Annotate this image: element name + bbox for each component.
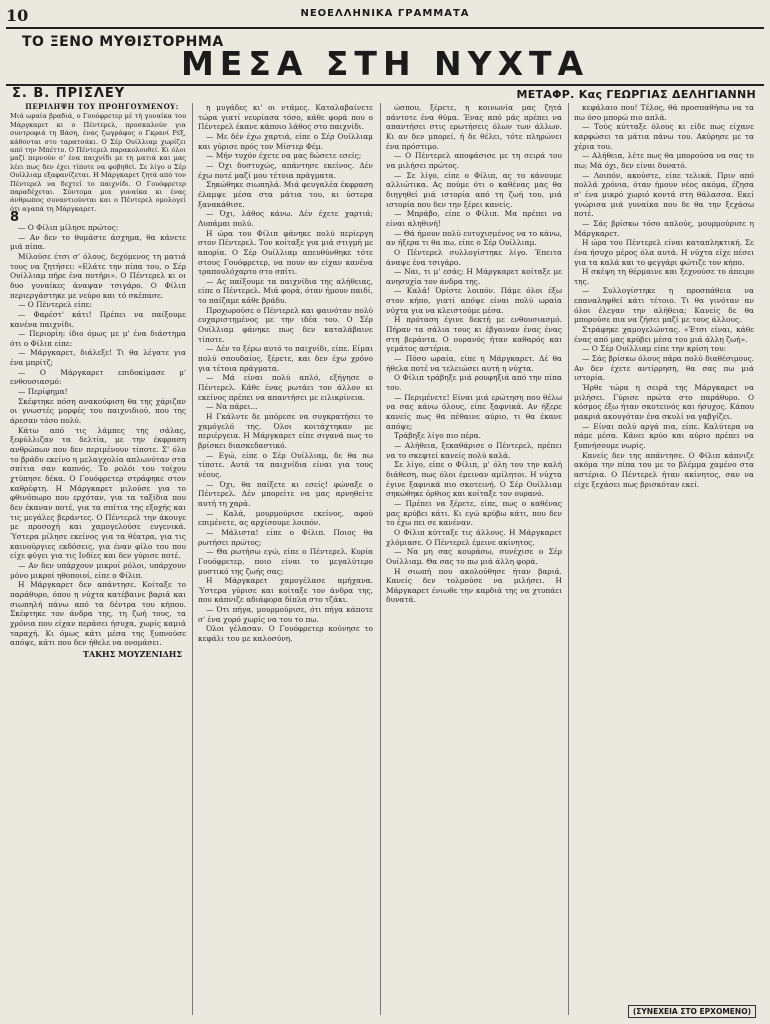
column-1-body <box>10 223 186 648</box>
novel-title: ΜΕΣΑ ΣΤΗ ΝΥΧΤΑ <box>180 44 590 83</box>
column-4 <box>574 103 754 993</box>
paragraph: Η ώρα του Φίλιπ φάνηκε πολύ περίεργη στον Πέντερελ. Τον κοίταξε για μιά στιγμή με απορία. Ο Σέρ Ουίλλιαμ απευθύνθηκε τότε στους Γουόφρετερ, να πουν αν είχαν κανένα τραπουλόχαρτο στο σπίτι. <box>198 228 373 277</box>
paragraph: Μίλούσε έτσι σ' όλους, δεχόμενος τη ματιά τους να ζητήσει: «Ελάτε την πίπα του, ο Σέρ Ουίλλιαμ πήρε ένα ποτήρι». Ο Πέντερελ κι οι δυο γυναίκες άναψαν τσιγάρο. Ο Φίλιπ περιεργάστηκε με νεύρο και τό σκέπασε. <box>10 251 186 300</box>
synopsis-heading: ΠΕΡΙΛΗΨΗ ΤΟΥ ΠΡΟΗΓΟΥΜΕΝΟΥ: <box>25 103 179 111</box>
paragraph: — Θά ήμουν πολύ ευτυχισμένος να το κάνω, αν ήξερα τι θα πω, είπε ο Σέρ Ουίλλιαμ. <box>386 228 562 248</box>
paragraph: Η Μάργκαρετ δεν απάντησε. Κοίταξε το παράθυρο, όπου η νύχτα κατέβαινε βαριά και σιωπηλή πάνω από τα δέντρα του κήπου. Σκέφτηκε τον άνδρα της, τη ζωή τους, τα χρόνια που είχαν περάσει ήσυχα, χωρίς καμιά ταραχή. Κι όμως κάτι μέσα της ξυπνούσε απόψε, κάτι που δεν ήθελε να ονομάσει. <box>10 580 186 648</box>
paragraph: — Δέν το ξέρω αυτό το παιχνίδι, είπε. Είμαι πολύ σπουδαίος, ξέρετε, και δεν έχω χρόνο για τέτοια πράγματα. <box>198 344 373 373</box>
column-2 <box>198 103 373 1017</box>
paragraph: — Πρέπει να ξέρετε, είπε, πως ο καθένας μας κρύβει κάτι. Κι εγώ κρύβω κάτι, που δεν το έχω πει σε κανέναν. <box>386 498 562 528</box>
paragraph: — Με δέν έχω χαρτιά, είπε ο Σέρ Ουίλλιαμ και γύρισε πρός τον Μίστερ Φέμ. <box>198 131 373 151</box>
paragraph: — Ότι πήγα, μουρμούρισε, ότι πήγα κάποτε σ' ένα χορό χωρίς να του το πω. <box>198 605 373 624</box>
paragraph: — Λοιπόν, ακούστε, είπε τελικά. Πριν από πολλά χρόνια, όταν ήμουν νέος ακόμα, έζησα σ' ένα μικρό χωριό κοντά στη θάλασσα. Εκεί γνώρισα μιά γυναίκα που δε θα την ξεχάσω ποτέ. <box>574 170 754 219</box>
column-2-body <box>198 103 373 644</box>
paragraph: — Μά είναι πολύ απλό, εξήγησε ο Πέντερελ. Κάθε ένας ρωτάει τον άλλον κι εκείνος πρέπει να απαντήσει με ειλικρίνεια. <box>198 373 373 402</box>
translator-credit <box>516 88 756 101</box>
paragraph: Η Μάργκαρετ χαμογέλασε αμήχανα. Ύστερα γύρισε και κοίταξε τον άνδρα της, που κάπνιζε αδιάφορα δίπλα στο τζάκι. <box>198 576 373 605</box>
paragraph: — Αλήθεια, ξεκαθάρισε ο Πέντερελ, πρέπει να το σκεφτεί κανείς πολύ καλά. <box>386 440 562 460</box>
paragraph: Σε λίγο, είπε ο Φίλιπ, μ' όλη του την καλή διάθεση, πως όλοι έμειναν αμίλητοι. Η νύχτα έγινε ξαφνικά πιο σκοτεινή. Ο Σέρ Ουίλλιαμ σηκώθηκε όρθιος και κοίταξε τον ουρανό. <box>386 460 562 499</box>
paragraph: κεφάλαιο που! Τέλος, θά προσπαθήσω να τα πω όσο μπορώ πιο απλά. <box>574 103 754 122</box>
paragraph: — Όχι δυστυχώς, απάντησε εκείνος. Δέν έχω ποτέ μαζί μου τέτοια πράγματα. <box>198 160 373 180</box>
paragraph: Η σκέψη τη θέρμαινε και ξεχνούσε το άπειρο της. <box>574 267 754 286</box>
paragraph: Η σιωπή που ακολούθησε ήταν βαριά. Κανείς δεν τολμούσε να μιλήσει. Η Μάργκαρετ ένιωθε την καρδιά της να χτυπάει δυνατά. <box>386 566 562 605</box>
translator-name: ας ΓΕΩΡΓΙΑΣ ΔΕΛΗΓΙΑΝΝΗ <box>587 88 756 101</box>
paragraph: — Σάς βρίσκω όλους πάρα πολύ διαθέσιμους. Αν δεν έχετε αντίρρηση, θα σας πω μιά ιστορία. <box>574 354 754 383</box>
paragraph: — Μάργκαρετ, διάλεξε! Τι θα λέγατε για ένα μπρίτζ; <box>10 348 186 368</box>
paragraph: — Θα ρωτήσω εγώ, είπε ο Πέντερελ. Κυρία Γουόφρετερ, ποιο είναι το μεγαλύτερο μυστικό της ζωής σας; <box>198 547 373 576</box>
page-number: 10 <box>6 6 29 25</box>
author-name: Σ. Β. ΠΡΙΣΛΕΥ <box>12 86 126 101</box>
paragraph: Ο Φίλιπ κύτταξε τις άλλους. Η Μάργκαρετ χλόμιασε. Ο Πέντερελ έμεινε ακίνητος. <box>386 527 562 547</box>
paragraph: Η Γκάλντε δε μπόρεσε να συγκρατήσει το χαμόγελό της. Όλοι κοιτάχτηκαν με περιέργεια. Η Μάργκαρετ είπε σιγανά πως το βρίσκει διασκεδαστικό. <box>198 412 373 450</box>
paragraph: Ήρθε τώρα η σειρά της Μάργκαρετ να μιλήσει. Γύρισε πρώτα στο παράθυρο. Ο κόσμος έξω ήταν σκοτεινός και ήσυχος. Κάπου μακριά ακουγόταν ένα σκυλί να γαβγίζει. <box>574 383 754 421</box>
paragraph: — Ο Μάργκαρετ επιδοκίμασε μ' ενθουσιασμό: <box>10 367 186 387</box>
paragraph: — Καλά, μουρμούρισε εκείνος, αφού επιμένετε, ας αρχίσουμε λοιπόν. <box>198 508 373 528</box>
synopsis <box>10 103 186 213</box>
paragraph: — Καλά! Όρίστε λοιπόν. Πάμε όλοι έξω στον κήπο, γιατί απόψε είναι πολύ ωραία νύχτα για να κλειστούμε μέσα. <box>386 286 562 315</box>
paragraph: Προχωρούσε ο Πέντερελ και φαινόταν πολύ ευχαριστημένος με την ιδέα του. Ο Σέρ Ουίλλιαμ φάνηκε πως δεν καταλάβαινε τίποτε. <box>198 305 373 344</box>
paragraph: — Μάλιστα! είπε ο Φίλιπ. Ποιος θα ρωτήσει πρώτος; <box>198 527 373 547</box>
paragraph: — Σάς βρίσκω τόσο απλούς, μουρμούρισε η Μάργκαρετ. <box>574 218 754 238</box>
paragraph: Τράβηξε λίγο πιο πέρα. <box>394 431 481 441</box>
paragraph: — Όχι, θα παίξετε κι εσείς! φώναξε ο Πέντερελ. Δέν μπορείτε να μας αρνηθείτε αυτή τη χαρά. <box>198 479 373 508</box>
paragraph: — Εγώ, είπε ο Σέρ Ουίλλιαμ, δε θα πω τίποτε. Αυτά τα παιχνίδια είναι για τους νέους. <box>198 450 373 479</box>
continued-note: (ΣΥΝΕΧΕΙΑ ΣΤΟ ΕΡΧΟΜΕΝΟ) <box>628 1005 756 1018</box>
page-header <box>0 0 770 26</box>
paragraph: Ο Φίλιπ τράβηξε μιά ρουφηξιά από την πίπα του. <box>386 373 562 393</box>
synopsis-text: Μιά ωραία βραδιά, ο Γουόφρετερ μέ τή γυναίκα του Μάργκαρετ κι ο Πέντερελ, προσκαλούν για συντροφιά τη Βάση, ένας ζωγράφος ο Γκρανί Ρέξ, κάθονται στο ταρατσάκι. Ο Σέρ Ουίλλιαμ χωρίζει από την Μπέττυ. Ο Πέντερελ παρακολουθεί. Κι όλοι μαζί περνούν σ' ένα παιχνίδι με τη ματιά και μας λέει πως δεν έχει τίποτε να φοβηθεί. Σε λίγο ο Σέρ Ουίλλιαμ εξαφανίζεται. Η Μάργκαρετ ζητά από τον Πέντερελ να δεχτεί το παιχνίδι. Ο Γουόφρετερ παραδέχεται. Σύντομα μια γυναίκα κι ένας άνθρωπος συναντιούνται και ο Πέντερελ ομολογεί ότι αγαπά τη Μάργκαρετ. <box>10 112 186 213</box>
paragraph: — Ο Φίλιπ μίλησε πρώτος: <box>18 222 119 232</box>
section-label: ΤΟ ΞΕΝΟ ΜΥΘΙΣΤΟΡΗΜΑ <box>22 34 224 50</box>
paragraph: Σηκώθηκε σιωπηλά. Μιά φευγαλέα έκφραση έλαμψε μέσα στα μάτια του, κι ύστερα ξανακάθισε. <box>198 180 373 209</box>
paragraph: — Όχι, λάθος κάνω. Δέν έχετε χαρτιά; Λυπάμαι πολύ. <box>198 209 373 228</box>
column-1 <box>10 103 186 1017</box>
paragraph: Ο Πέντερελ συλλογίστηκε λίγο. Έπειτα άναψε ένα τσιγάρο. <box>386 247 562 267</box>
paragraph: — Να μη σας κουράσω, συνέχισε ο Σέρ Ουίλλιαμ. Θα σας το πω μιά άλλη φορά. <box>386 547 562 566</box>
paragraph: — Φαρέστ' κάτι! Πρέπει να παίξουμε κανένα παιχνίδι. <box>10 309 186 329</box>
paragraph: — Τούς κύτταξε όλους κι είδε πως είχανε καρφώσει τα μάτια πάνω του. Ακύρησε με τα χέρια του. <box>574 122 754 151</box>
paragraph: — Να πάρει... <box>206 402 258 412</box>
header-rule <box>6 27 764 29</box>
paragraph: — Αλήθεια, λέτε πως θα μπορούσα να σας το πω; Μά όχι, δεν είναι δυνατό. <box>574 151 754 170</box>
paragraph: η μυγάδες κι' οι ντάμες. Καταλαβαίνετε τώρα γιατί νευρίασα τόσο, κάθε φορά που ο Πέντερελ έκανε κάποιο λάθος στο παιχνίδι. <box>198 103 373 132</box>
paragraph: — Συλλογίστηκε η προσπάθεια να επαναληφθεί κάτι τέτοιο. Τι θα γινόταν αν όλοι έλεγαν την αλήθεια; Κανείς δε θα μπορούσε πια να ζήσει μαζί με τους άλλους. <box>574 286 754 325</box>
paragraph: — Σε λίγο, είπε ο Φίλιπ, ας το κάνουμε αλλιώτικα. Ας πούμε ότι ο καθένας μας θα διηγηθεί μιά ιστορία από τη ζωή του, μιά ιστορία που δεν την ξέρει κανείς. <box>386 170 562 209</box>
paragraph: — Περίφημα! <box>18 387 68 397</box>
paragraph: — Πόσο ωραία, είπε η Μάργκαρετ. Δέ θα ήθελα ποτέ να τελειώσει αυτή η νύχτα. <box>386 354 562 373</box>
paragraph: — Ο Πέντερελ είπε: <box>18 300 92 310</box>
paragraph: Όλοι γέλασαν. Ο Γουόφρετερ κούνησε το κεφάλι του με καλοσύνη. <box>198 624 373 644</box>
paragraph: Σκέφτηκε πόση ανακούφιση θα της χάριζαν οι γνωστές μορφές του παιχνιδιού, που της άρεσαν τόσο πολύ. <box>10 396 186 426</box>
paragraph: Η ώρα του Πέντερελ είναι καταπληκτική. Σε ένα ήσυχο μέρος όλα αυτά. Η νύχτα είχε πέσει για τα καλά και το φεγγάρι φώτιζε τον κήπο. <box>574 238 754 267</box>
paragraph: — Αν δεν το θυμάστε άσχημα, θα κάνετε μιά πίπα. <box>10 232 186 252</box>
paragraph: — Μήν τυχόν έχετε να μας δώσετε εσείς; <box>206 151 362 161</box>
paragraph: — Ο Πέντερελ αποφάσισε με τη σειρά του να μιλήσει πρώτος. <box>386 151 562 170</box>
paragraph: — Ας παίξουμε τα παιχνίδια της αλήθειας, είπε ο Πέντερελ. Μιά φορά, όταν ήμουν παιδί, το παίζαμε κάθε βράδυ. <box>198 276 373 306</box>
paragraph: — Ο Σέρ Ουίλλιαμ είπε την κρίση του: <box>582 344 727 354</box>
column-divider <box>192 103 193 1015</box>
note-signature: ΤΑΚΗΣ ΜΟΥΖΕΝΙΔΗΣ <box>82 648 182 659</box>
paragraph: — Αν δεν υπάρχουν μικροί ρόλοι, υπάρχουν μόνο μικροί ηθοποιοί, είπε ο Φίλιπ. <box>10 560 186 580</box>
paragraph: — Μπράβο, είπε ο Φίλιπ. Μα πρέπει να είναι αληθινή! <box>386 209 562 228</box>
magazine-name: ΝΕΟΕΛΛΗΝΙΚΑ ΓΡΑΜΜΑΤΑ <box>300 8 470 19</box>
paragraph: Στράφηκε χαμογελώντας. «Έτσι είναι, κάθε ένας από μας κρύβει μέσα του μιά άλλη ζωή». <box>574 325 754 344</box>
column-3 <box>386 103 562 1017</box>
chapter-number: 8 <box>10 210 20 226</box>
column-4-body <box>574 103 754 489</box>
paragraph: Κανείς δεν της απάντησε. Ο Φίλιπ κάπνιζε ακόμα την πίπα του με το βλέμμα χαμένο στα αστέρια. Ο Πέντερελ ήταν ακίνητος, σαν να είχε ξεχάσει πως βρισκόταν εκεί. <box>574 450 754 489</box>
paragraph: — Περιορίη: ίδιο όμως με μ' ένα διάστημα ότι ο Φίλιπ είπε: <box>10 329 186 348</box>
paragraph: — Είναι πολύ αργά πια, είπε. Καλύτερα να πάμε μέσα. Κάνει κρύο και αύριο πρέπει να ξυπνήσουμε νωρίς. <box>574 421 754 450</box>
paragraph: Η πρόταση έγινε δεκτή με ενθουσιασμό. Πήραν τα σάλια τους κι έβγαιναν ένας ένας στη βεράντα. Ο ουρανός ήταν καθαρός και γεμάτος αστέρια. <box>386 315 562 354</box>
paragraph: Κάτω από τις λάμπες της σάλας, ξεφύλλιζαν τα δελτία, με την έκφραση ανθρώπων που δεν περιμένουν τίποτε. Σ' όλο το βράδυ εκείνο η μελαγχολία απλωνόταν στα σπίτια σαν καπνός. Το ρολόι του τοίχου χτύπησε δέκα. Ο Γουόφρετερ στράφηκε στον καθρέφτη. Η Μάργκαρετ μιλούσε για το φθινόπωρο που ερχόταν, για τα ταξίδια που δεν έκαναν ποτέ, για τα σπίτια της εξοχής και τις μεγάλες βεράντες. Ο Πέντερελ την άκουγε με προσοχή και χαμογελούσε ευγενικά. Ύστερα μίλησε εκείνος για τα θέατρα, για τις καινούργιες εκδόσεις, για έναν φίλο του που είχε φύγει για τις Ινδίες και δεν γύρισε ποτέ. <box>10 425 186 561</box>
translator-prefix: ΜΕΤΑΦΡ. Κ <box>516 88 588 101</box>
column-divider <box>568 103 569 1015</box>
paragraph: ώσπου, ξέρετε, η κοινωνία μας ζητά πάντοτε ένα θύμα. Ένας από μάς πρέπει να απαντήσει στις ερωτήσεις όλων των άλλων. Κι αν δεν μπορεί, ή δε θέλει, τότε πληρώνει ένα πρόστιμο. <box>386 103 562 151</box>
paragraph: — Ναι, τι μ' εσάς; Η Μάργκαρετ κοίταξε με ανησυχία τον άνδρα της. <box>386 267 562 286</box>
paragraph: — Περιμένετε! Είναι μιά ερώτηση που θέλω να σας κάνω όλους, είπε ξαφνικά. Αν ήξερε κανείς πως θα πέθαινε αύριο, τι θα έκανε απόψε; <box>386 392 562 431</box>
column-3-body <box>386 103 562 605</box>
column-divider <box>380 103 381 1015</box>
